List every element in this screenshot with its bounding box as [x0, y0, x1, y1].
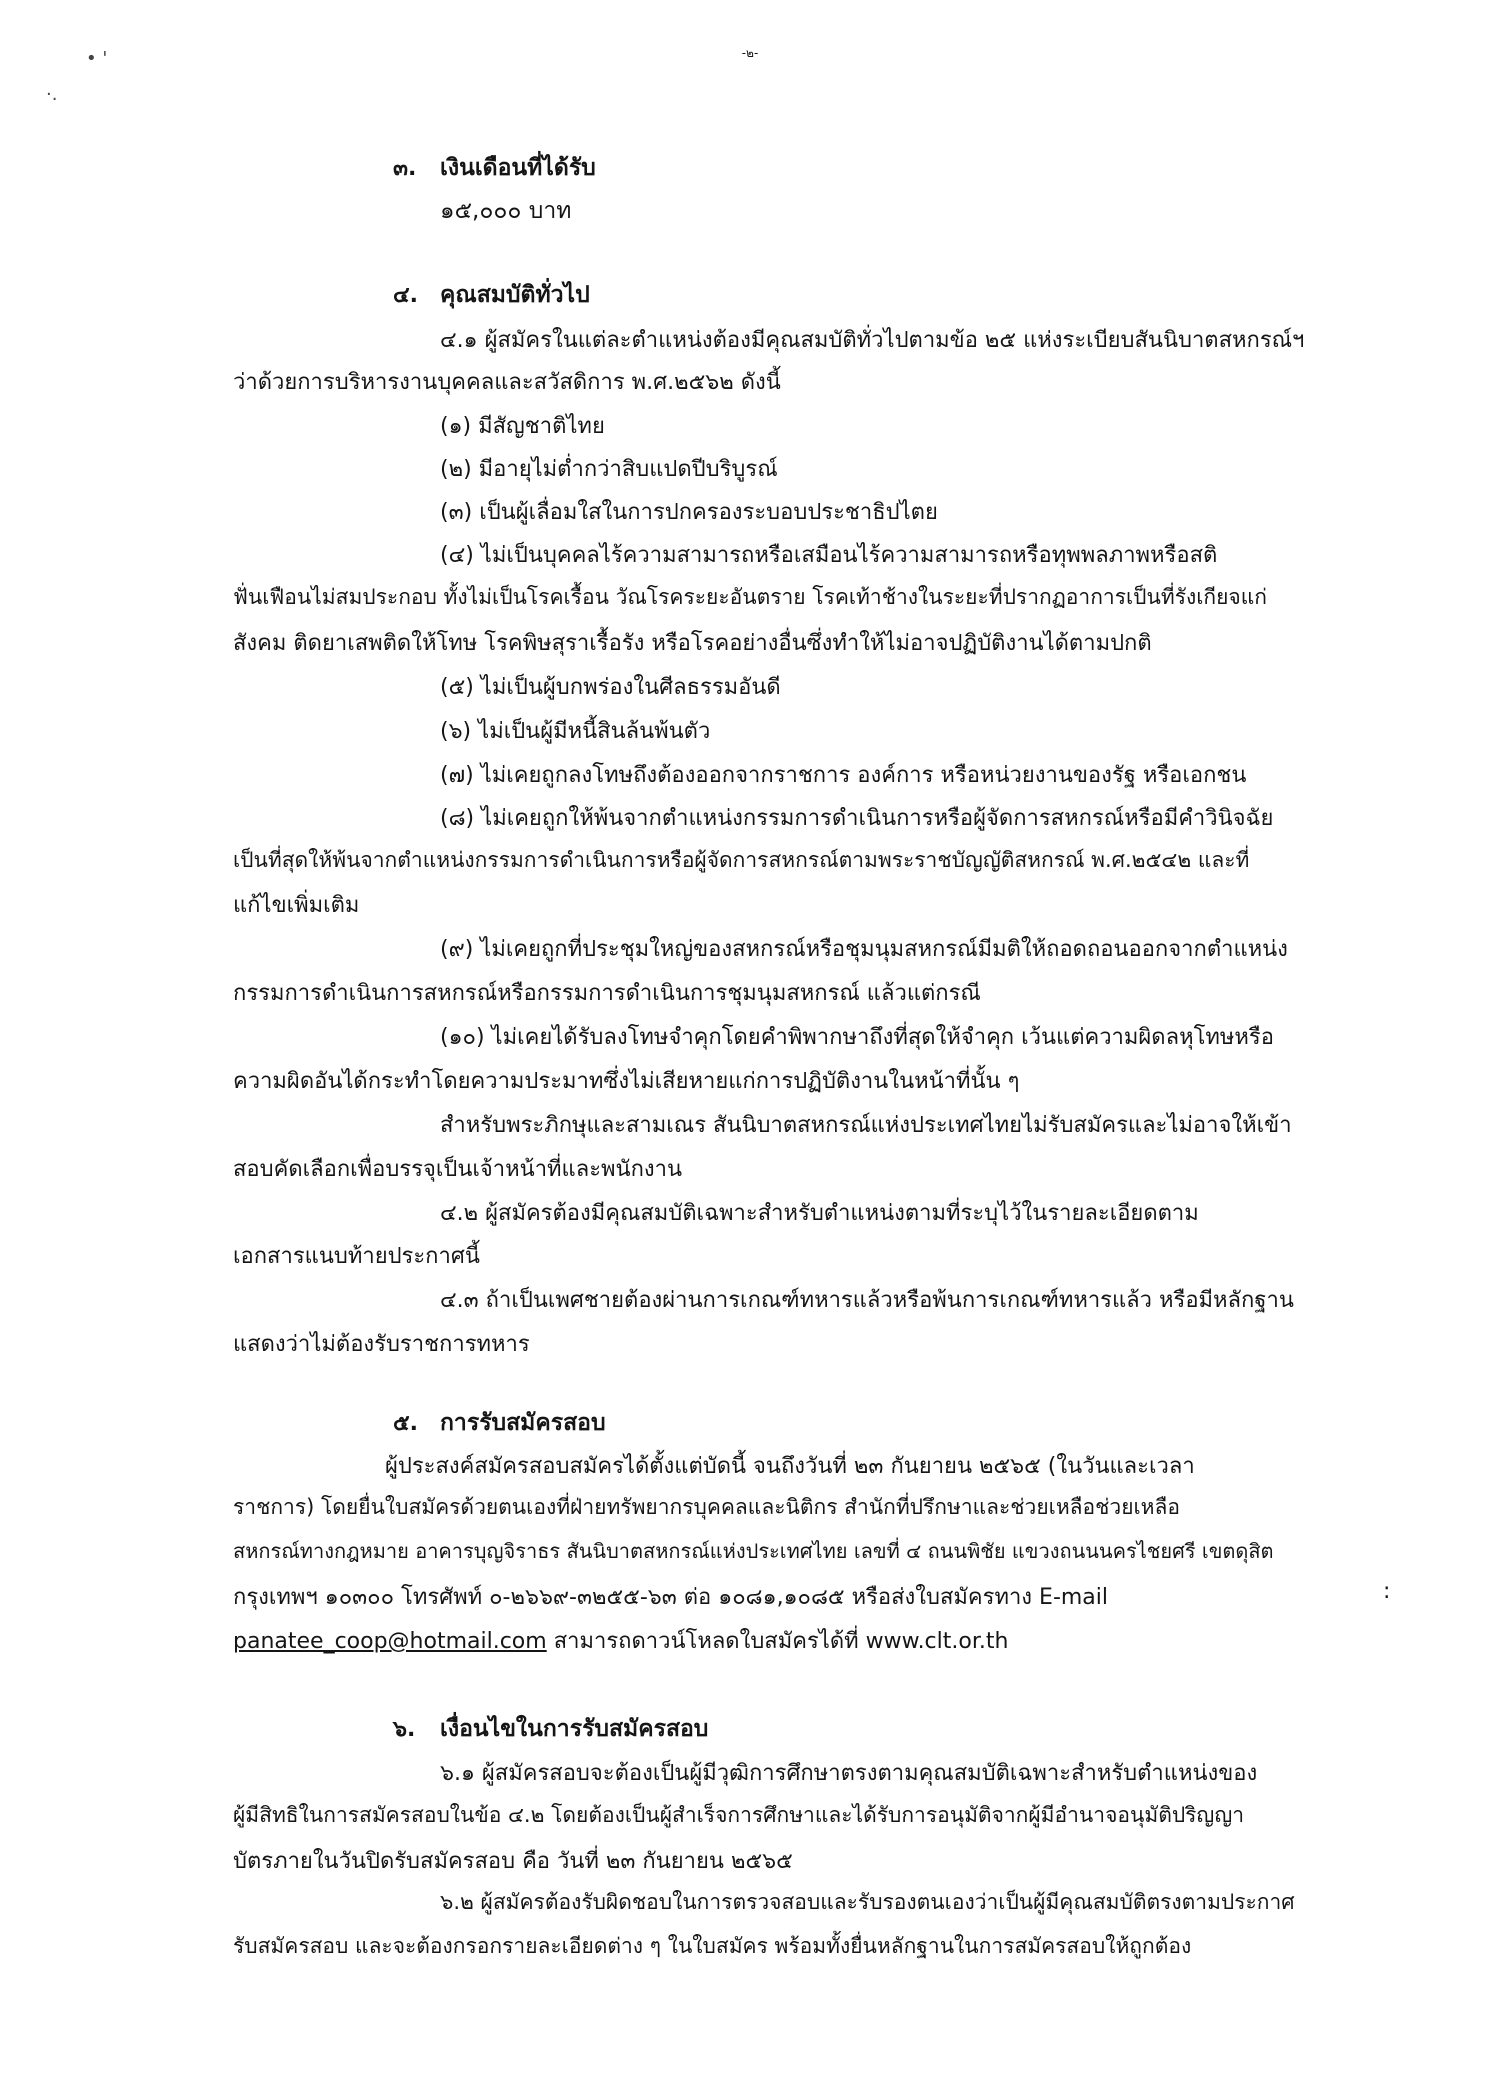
paragraph-line: สหกรณ์ทางกฎหมาย อาคารบุญจิราธร สันนิบาตสหกรณ์แห่งประเทศไทย เลขที่ ๔ ถนนพิชัย แขวงถนนนครไชยศรี เขตดุสิต: [233, 1539, 1274, 1563]
paragraph-line: ผู้มีสิทธิในการสมัครสอบในข้อ ๔.๒ โดยต้องเป็นผู้สำเร็จการศึกษาและได้รับการอนุมัติจากผู้มีอำนาจอนุมัติปริญญา: [233, 1803, 1245, 1827]
email-link[interactable]: panatee_coop@hotmail.com: [233, 1629, 547, 1654]
paragraph-line: ๔.๑ ผู้สมัครในแต่ละตำแหน่งต้องมีคุณสมบัติทั่วไปตามข้อ ๒๕ แห่งระเบียบสันนิบาตสหกรณ์ฯ: [440, 328, 1305, 353]
paragraph-line: สอบคัดเลือกเพื่อบรรจุเป็นเจ้าหน้าที่และพนักงาน: [233, 1157, 683, 1182]
section-title: การรับสมัครสอบ: [440, 1410, 606, 1436]
paragraph-line: กรุงเทพฯ ๑๐๓๐๐ โทรศัพท์ ๐-๒๖๖๙-๓๒๕๕-๖๓ ต่อ ๑๐๘๑,๑๐๘๕ หรือส่งใบสมัครทาง E-mail: [233, 1585, 1109, 1610]
paragraph-line: บัตรภายในวันปิดรับสมัครสอบ คือ วันที่ ๒๓ กันยายน ๒๕๖๕: [233, 1849, 793, 1874]
list-item: (๑๐) ไม่เคยได้รับลงโทษจำคุกโดยคำพิพากษาถึงที่สุดให้จำคุก เว้นแต่ความผิดลหุโทษหรือ: [440, 1025, 1274, 1050]
salary-amount: ๑๕,๐๐๐ บาท: [440, 198, 572, 224]
paragraph-line: ฟั่นเฟือนไม่สมประกอบ ทั้งไม่เป็นโรคเรื้อน วัณโรคระยะอันตราย โรคเท้าช้างในระยะที่ปรากฏอาการเป็นที่รังเกียจแก่: [233, 585, 1267, 609]
list-item: (๘) ไม่เคยถูกให้พ้นจากตำแหน่งกรรมการดำเนินการหรือผู้จัดการสหกรณ์หรือมีคำวินิจฉัย: [440, 806, 1274, 831]
list-item: (๓) เป็นผู้เลื่อมใสในการปกครองระบอบประชาธิปไตย: [440, 500, 938, 525]
paragraph-line: ราชการ) โดยยื่นใบสมัครด้วยตนเองที่ฝ่ายทรัพยากรบุคคลและนิติกร สำนักที่ปรึกษาและช่วยเหลือช่วยเหลือ: [233, 1495, 1181, 1519]
list-item: (๙) ไม่เคยถูกที่ประชุมใหญ่ของสหกรณ์หรือชุมนุมสหกรณ์มีมติให้ถอดถอนออกจากตำแหน่ง: [440, 937, 1288, 962]
paragraph-line: ความผิดอันได้กระทำโดยความประมาทซึ่งไม่เสียหายแก่การปฏิบัติงานในหน้าที่นั้น ๆ: [233, 1069, 1020, 1094]
paragraph-line: รับสมัครสอบ และจะต้องกรอกรายละเอียดต่าง ๆ ในใบสมัคร พร้อมทั้งยื่นหลักฐานในการสมัครสอบให้ถูกต้อง: [233, 1934, 1192, 1958]
list-item: (๖) ไม่เป็นผู้มีหนี้สินล้นพ้นตัว: [440, 719, 711, 744]
list-item: (๗) ไม่เคยถูกลงโทษถึงต้องออกจากราชการ องค์การ หรือหน่วยงานของรัฐ หรือเอกชน: [440, 763, 1247, 788]
paragraph-line: กรรมการดำเนินการสหกรณ์หรือกรรมการดำเนินการชุมนุมสหกรณ์ แล้วแต่กรณี: [233, 981, 981, 1006]
scan-mark: • ': [86, 48, 108, 69]
list-item: (๕) ไม่เป็นผู้บกพร่องในศีลธรรมอันดี: [440, 675, 781, 700]
paragraph-line: ๔.๓ ถ้าเป็นเพศชายต้องผ่านการเกณฑ์ทหารแล้วหรือพ้นการเกณฑ์ทหารแล้ว หรือมีหลักฐาน: [440, 1288, 1294, 1313]
section-number: ๓.: [393, 156, 417, 181]
paragraph-line: สังคม ติดยาเสพติดให้โทษ โรคพิษสุราเรื้อรัง หรือโรคอย่างอื่นซึ่งทำให้ไม่อาจปฏิบัติงานได้ตามปกติ: [233, 631, 1152, 656]
list-item: (๑) มีสัญชาติไทย: [440, 414, 605, 439]
section-title: คุณสมบัติทั่วไป: [440, 282, 590, 308]
paragraph-line: เอกสารแนบท้ายประกาศนี้: [233, 1244, 480, 1269]
paragraph-line: ๖.๒ ผู้สมัครต้องรับผิดชอบในการตรวจสอบและรับรองตนเองว่าเป็นผู้มีคุณสมบัติตรงตามประกาศ: [440, 1890, 1295, 1914]
section-title: เงื่อนไขในการรับสมัครสอบ: [440, 1716, 709, 1742]
paragraph-line: ๖.๑ ผู้สมัครสอบจะต้องเป็นผู้มีวุฒิการศึกษาตรงตามคุณสมบัติเฉพาะสำหรับตำแหน่งของ: [440, 1761, 1258, 1786]
section-title: เงินเดือนที่ได้รับ: [440, 155, 596, 181]
section-number: ๔.: [393, 283, 419, 308]
paragraph-line: ๔.๒ ผู้สมัครต้องมีคุณสมบัติเฉพาะสำหรับตำแหน่งตามที่ระบุไว้ในรายละเอียดตาม: [440, 1201, 1199, 1226]
paragraph-line: ว่าด้วยการบริหารงานบุคคลและสวัสดิการ พ.ศ.๒๕๖๒ ดังนี้: [233, 370, 781, 395]
paragraph-line: แก้ไขเพิ่มเติม: [233, 893, 360, 918]
paragraph-line: ผู้ประสงค์สมัครสอบสมัครได้ตั้งแต่บัดนี้ จนถึงวันที่ ๒๓ กันยายน ๒๕๖๕ (ในวันและเวลา: [385, 1454, 1195, 1479]
page-number: -๒-: [741, 46, 759, 60]
colon-mark: :: [1383, 1579, 1391, 1604]
paragraph-line: แสดงว่าไม่ต้องรับราชการทหาร: [233, 1332, 530, 1357]
list-item: (๔) ไม่เป็นบุคคลไร้ความสามารถหรือเสมือนไร้ความสามารถหรือทุพพลภาพหรือสติ: [440, 543, 1218, 568]
section-number: ๖.: [393, 1717, 416, 1742]
section-number: ๕.: [393, 1411, 419, 1436]
paragraph-line: สำหรับพระภิกษุและสามเณร สันนิบาตสหกรณ์แห่งประเทศไทยไม่รับสมัครและไม่อาจให้เข้า: [440, 1113, 1292, 1138]
list-item: (๒) มีอายุไม่ต่ำกว่าสิบแปดปีบริบูรณ์: [440, 457, 778, 482]
paragraph-line: เป็นที่สุดให้พ้นจากตำแหน่งกรรมการดำเนินการหรือผู้จัดการสหกรณ์ตามพระราชบัญญัติสหกรณ์ พ.ศ.๒๕๔๒ และที่: [233, 848, 1250, 872]
scan-mark: ·.: [46, 84, 58, 105]
download-text: สามารถดาวน์โหลดใบสมัครได้ที่ www.clt.or.th: [546, 1629, 1009, 1654]
